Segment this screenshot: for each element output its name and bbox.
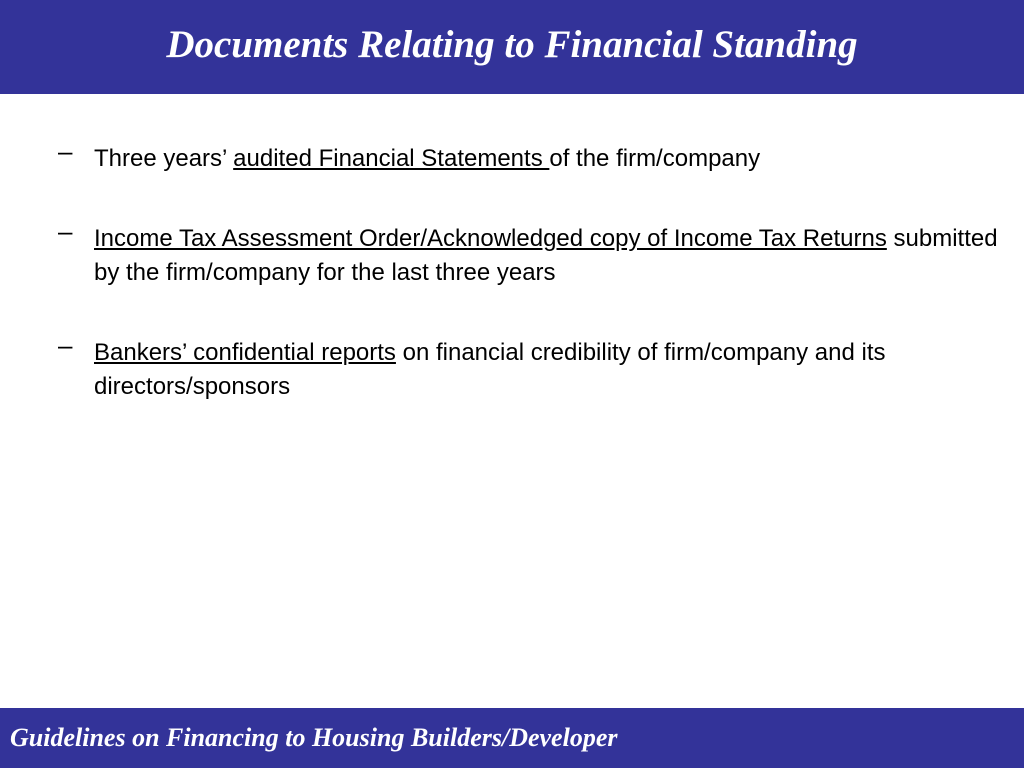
bullet-item xyxy=(58,330,1008,404)
title-bar xyxy=(0,0,1024,94)
bullet-text-underlined: audited Financial Statements xyxy=(233,145,550,172)
bullet-item xyxy=(58,216,1008,290)
bullet-text-underlined: Bankers’ confidential reports xyxy=(94,339,396,366)
bullet-list xyxy=(58,136,1008,450)
bullet-text-plain: on financial credibility of firm/company and its directors/sponsors xyxy=(94,339,886,400)
bullet-text-underlined: Income Tax Assessment Order/Acknowledged copy of Income Tax Returns xyxy=(94,225,887,252)
slide-title: Documents Relating to Financial Standing xyxy=(166,22,858,66)
footer-text: Guidelines on Financing to Housing Builders/Developer xyxy=(10,723,618,752)
dash-bullet-marker: – xyxy=(58,216,73,246)
bullet-text-plain: submitted by the firm/company for the last three years xyxy=(94,225,998,286)
dash-bullet-marker: – xyxy=(58,330,73,360)
bullet-item xyxy=(58,136,1008,176)
bullet-text-plain: of the firm/company xyxy=(549,145,761,172)
dash-bullet-marker: – xyxy=(58,136,73,166)
bullet-text-plain: Three years’ xyxy=(94,145,234,172)
footer-bar xyxy=(0,708,1024,768)
